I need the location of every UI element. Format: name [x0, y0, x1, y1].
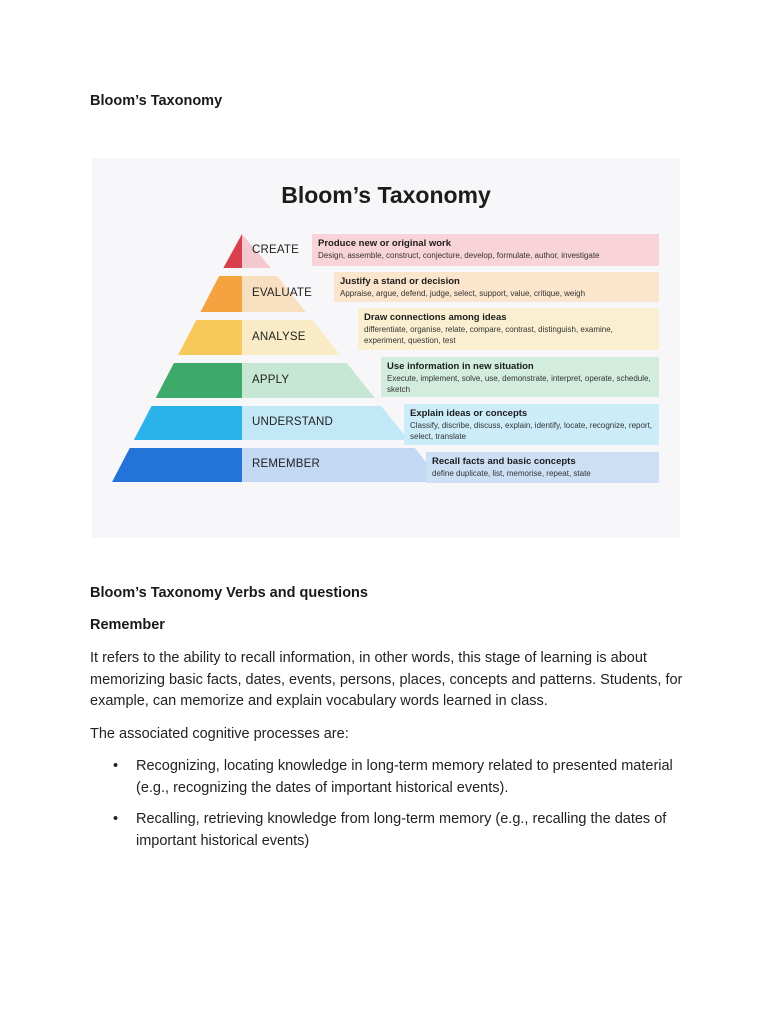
pyramid-level-apply: [156, 363, 242, 398]
description-box-apply: [381, 357, 659, 397]
pyramid-level-evaluate: [200, 276, 242, 312]
level-label-create: CREATE: [252, 244, 299, 256]
list-item-text: Recognizing, locating knowledge in long-term memory related to presented material (e.g., recognizing the dates of important historical events).: [136, 758, 673, 796]
description-box-remember: [426, 452, 659, 483]
subsection-title-remember: Remember: [90, 617, 165, 633]
description-box-verbs: Design, assemble, construct, conjecture, develop, formulate, author, investigate: [318, 251, 600, 260]
bullet-icon: •: [113, 811, 119, 827]
level-label-analyse: ANALYSE: [252, 330, 306, 343]
description-box-verbs: Execute, implement, solve, use, demonstrate, interpret, operate, schedule, sketch: [387, 374, 651, 394]
level-label-understand: UNDERSTAND: [252, 416, 334, 428]
level-label-remember: REMEMBER: [252, 458, 321, 470]
description-box-verbs: differentiate, organise, relate, compare, contrast, distinguish, examine, experiment, question, test: [364, 325, 613, 345]
document-title: Bloom’s Taxonomy: [90, 93, 223, 109]
description-box-evaluate: [334, 272, 659, 302]
pyramid-level-create: [223, 234, 242, 268]
pyramid-level-understand: [134, 406, 242, 440]
description-box-verbs: define duplicate, list, memorise, repeat, state: [432, 469, 591, 478]
pyramid-level-remember: [112, 448, 242, 482]
description-box-analyse: [358, 308, 659, 350]
level-label-evaluate: EVALUATE: [252, 287, 312, 299]
description-box-title: Produce new or original work: [318, 238, 452, 249]
description-box-verbs: Classify, discribe, discuss, explain, identify, locate, recognize, report, select, translate: [410, 421, 653, 441]
description-box-title: Recall facts and basic concepts: [432, 456, 576, 467]
description-box-verbs: Appraise, argue, defend, judge, select, support, value, critique, weigh: [340, 289, 586, 298]
pyramid-level-analyse: [178, 320, 242, 355]
section-title: Bloom’s Taxonomy Verbs and questions: [90, 585, 368, 601]
level-label-apply: APPLY: [252, 373, 290, 386]
remember-paragraph: It refers to the ability to recall information, in other words, this stage of learning is about memorizing basic facts, dates, events, persons, places, concepts and patterns. Students, for example, can memorize and explain vocabulary words learned in class.: [90, 650, 683, 709]
list-item: [90, 756, 690, 799]
description-box-title: Use information in new situation: [387, 361, 534, 372]
description-box-title: Explain ideas or concepts: [410, 408, 528, 419]
figure-title: Bloom’s Taxonomy: [281, 182, 491, 208]
description-box-title: Draw connections among ideas: [364, 312, 507, 323]
blooms-taxonomy-figure: [92, 158, 680, 538]
list-item: [90, 809, 690, 852]
description-box-title: Justify a stand or decision: [340, 276, 460, 287]
cognitive-processes-intro: The associated cognitive processes are:: [90, 726, 349, 742]
cognitive-process-list: [90, 756, 690, 862]
description-box-create: [312, 234, 659, 266]
bullet-icon: •: [113, 758, 119, 774]
description-box-understand: [404, 404, 659, 445]
list-item-text: Recalling, retrieving knowledge from long-term memory (e.g., recalling the dates of important historical events): [136, 811, 667, 849]
